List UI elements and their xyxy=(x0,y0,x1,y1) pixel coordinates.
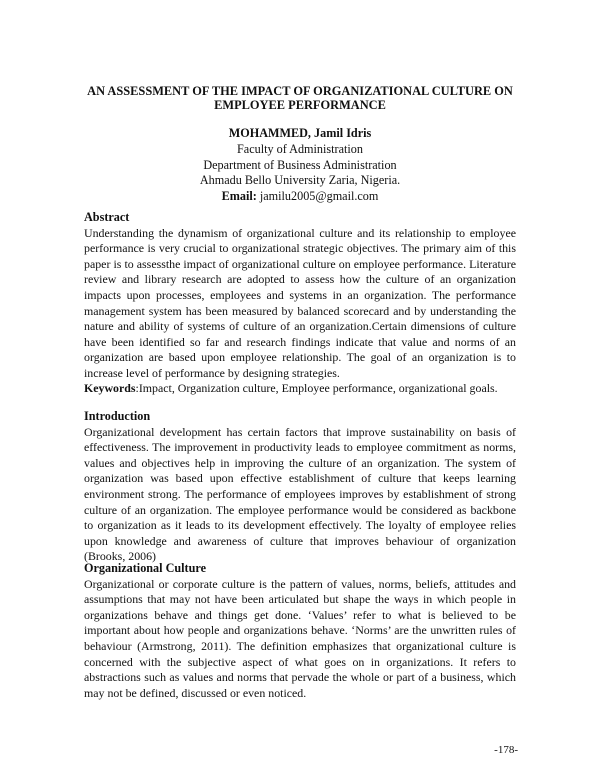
abstract-section xyxy=(84,210,516,382)
author-faculty: Faculty of Administration xyxy=(237,141,363,156)
keywords-label: Keywords xyxy=(84,381,136,395)
keywords-line xyxy=(84,381,524,397)
author-department: Department of Business Administration xyxy=(203,157,397,172)
abstract-text: Understanding the dynamism of organizational culture and its relationship to employee performance is very crucial to organizational strategic objectives. The primary aim of this paper is to assessthe impact of organizational culture on employee performance. Literature review and library research are adopted to assess how the culture of an organization impacts upon processes, employees and systems in an organization. The performance management system has been measured by balanced scorecard and by understanding the nature and ability of systems of culture of an organization.Certain dimensions of culture have been identified so far and research findings indicate that value and norms of an organization are based upon employee relationship. The goal of an organization is to increase level of performance by designing strategies. xyxy=(84,225,516,380)
introduction-text: Organizational development has certain factors that improve sustainability on basis of effectiveness. The improvement in productivity leads to employee commitment as norms, values and objectives help in improving the culture of an organization. The system of organization was based upon effective establishment of culture that keeps learning environment strong. The performance of employees improves by establishment of strong culture of an organization. The employee performance would be considered as backbone to organization as it leads to its development effectively. The loyalty of employee relies upon knowledge and awareness of culture that improves behaviour of organization (Brooks, 2006) xyxy=(84,424,516,564)
author-institution: Ahmadu Bello University Zaria, Nigeria. xyxy=(199,173,401,188)
organizational-culture-section xyxy=(84,561,516,701)
author-name: MOHAMMED, Jamil Idris xyxy=(228,126,372,140)
introduction-heading: Introduction xyxy=(84,409,151,423)
keywords-text: :Impact, Organization culture, Employee performance, organizational goals. xyxy=(135,381,498,395)
author-block xyxy=(60,126,540,205)
organizational-culture-text: Organizational or corporate culture is the pattern of values, norms, beliefs, attitudes and assumptions that may not have been articulated but shape the ways in which people in organizations behave and things get done. ‘Values’ refer to what is believed to be important about how people and organizations behave. ‘Norms’ are the unwritten rules of behaviour (Armstrong, 2011). The definition emphasizes that organizational culture is concerned with the subjective aspect of what goes on in organizations. It refers to abstractions such as values and norms that pervade the whole or part of a business, which may not be defined, discussed or even noticed. xyxy=(84,576,516,700)
introduction-section xyxy=(84,409,516,565)
author-email-line xyxy=(60,189,540,205)
abstract-heading: Abstract xyxy=(84,210,130,224)
author-email: jamilu2005@gmail.com xyxy=(256,189,379,204)
page-number: -178- xyxy=(494,744,518,756)
paper-title: AN ASSESSMENT OF THE IMPACT OF ORGANIZATIONAL CULTURE ON EMPLOYEE PERFORMANCE xyxy=(87,84,513,112)
organizational-culture-heading: Organizational Culture xyxy=(84,561,206,575)
email-label: Email: xyxy=(221,189,257,204)
